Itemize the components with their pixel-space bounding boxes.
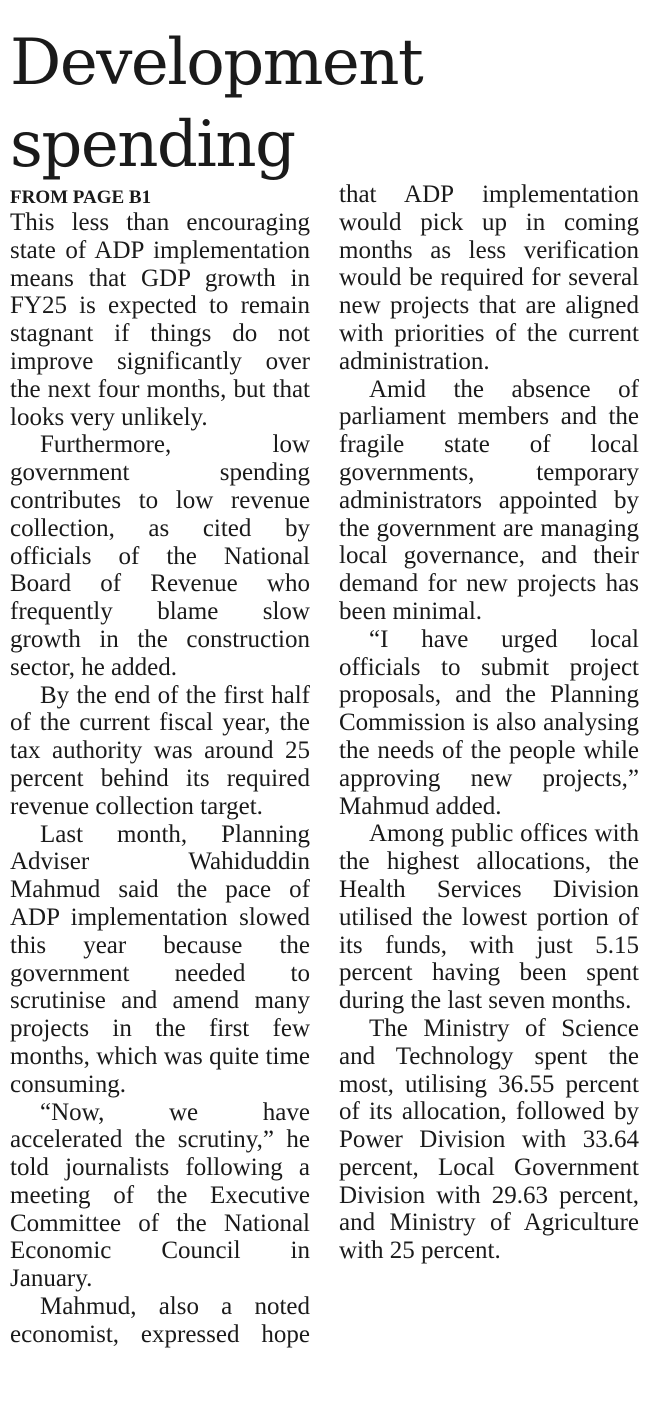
paragraph: “I have urged local officials to submit project proposals, and the Planning Commission is also analysing the needs of the people while approving new projects,” Mahmud added. xyxy=(339,625,639,820)
paragraph: Furthermore, low government spending contributes to low revenue collection, as cited by officials of the National Board of Revenue who frequently blame slow growth in the construction sector, he added. xyxy=(10,431,310,681)
headline xyxy=(10,22,640,186)
dateline: FROM PAGE B1 xyxy=(10,187,152,208)
right-column xyxy=(339,181,639,1265)
paragraph: Last month, Planning Adviser Wahiduddin Mahmud said the pace of ADP implementation slowed this year because the government needed to scrutinise and amend many projects in the first few months, which was quite time consuming. xyxy=(10,820,310,1098)
paragraph: “Now, we have accelerated the scrutiny,” he told journalists following a meeting of the Executive Committee of the National Economic Council in January. xyxy=(10,1098,310,1293)
paragraph: Among public offices with the highest allocations, the Health Services Division utilised the lowest portion of its funds, with just 5.15 percent having been spent during the last seven months. xyxy=(339,820,639,1015)
paragraph: By the end of the first half of the current fiscal year, the tax authority was around 25 percent behind its required revenue collection target. xyxy=(10,681,310,820)
paragraph: The Ministry of Science and Technology spent the most, utilising 36.55 percent of its allocation, followed by Power Division with 33.64 percent, Local Government Division with 29.63 percent, and Ministry of Agriculture with 25 percent. xyxy=(339,1014,639,1265)
paragraph: This less than encouraging state of ADP implementation means that GDP growth in FY25 is expected to remain stagnant if things do not improve significantly over the next four months, but that looks very unlikely. xyxy=(10,209,310,431)
headline-line-1: Development xyxy=(10,26,423,100)
paragraph: that ADP implementation would pick up in coming months as less verification would be required for several new projects that are aligned with priorities of the current administration. xyxy=(339,181,639,375)
left-column xyxy=(10,209,310,1349)
headline-line-2: spending xyxy=(10,108,295,182)
paragraph: Mahmud, also a noted economist, expressed hope xyxy=(10,1293,310,1348)
paragraph: Amid the absence of parliament members and the fragile state of local governments, temporary administrators appointed by the government are managing local governance, and their demand for new projects has been minimal. xyxy=(339,375,639,625)
